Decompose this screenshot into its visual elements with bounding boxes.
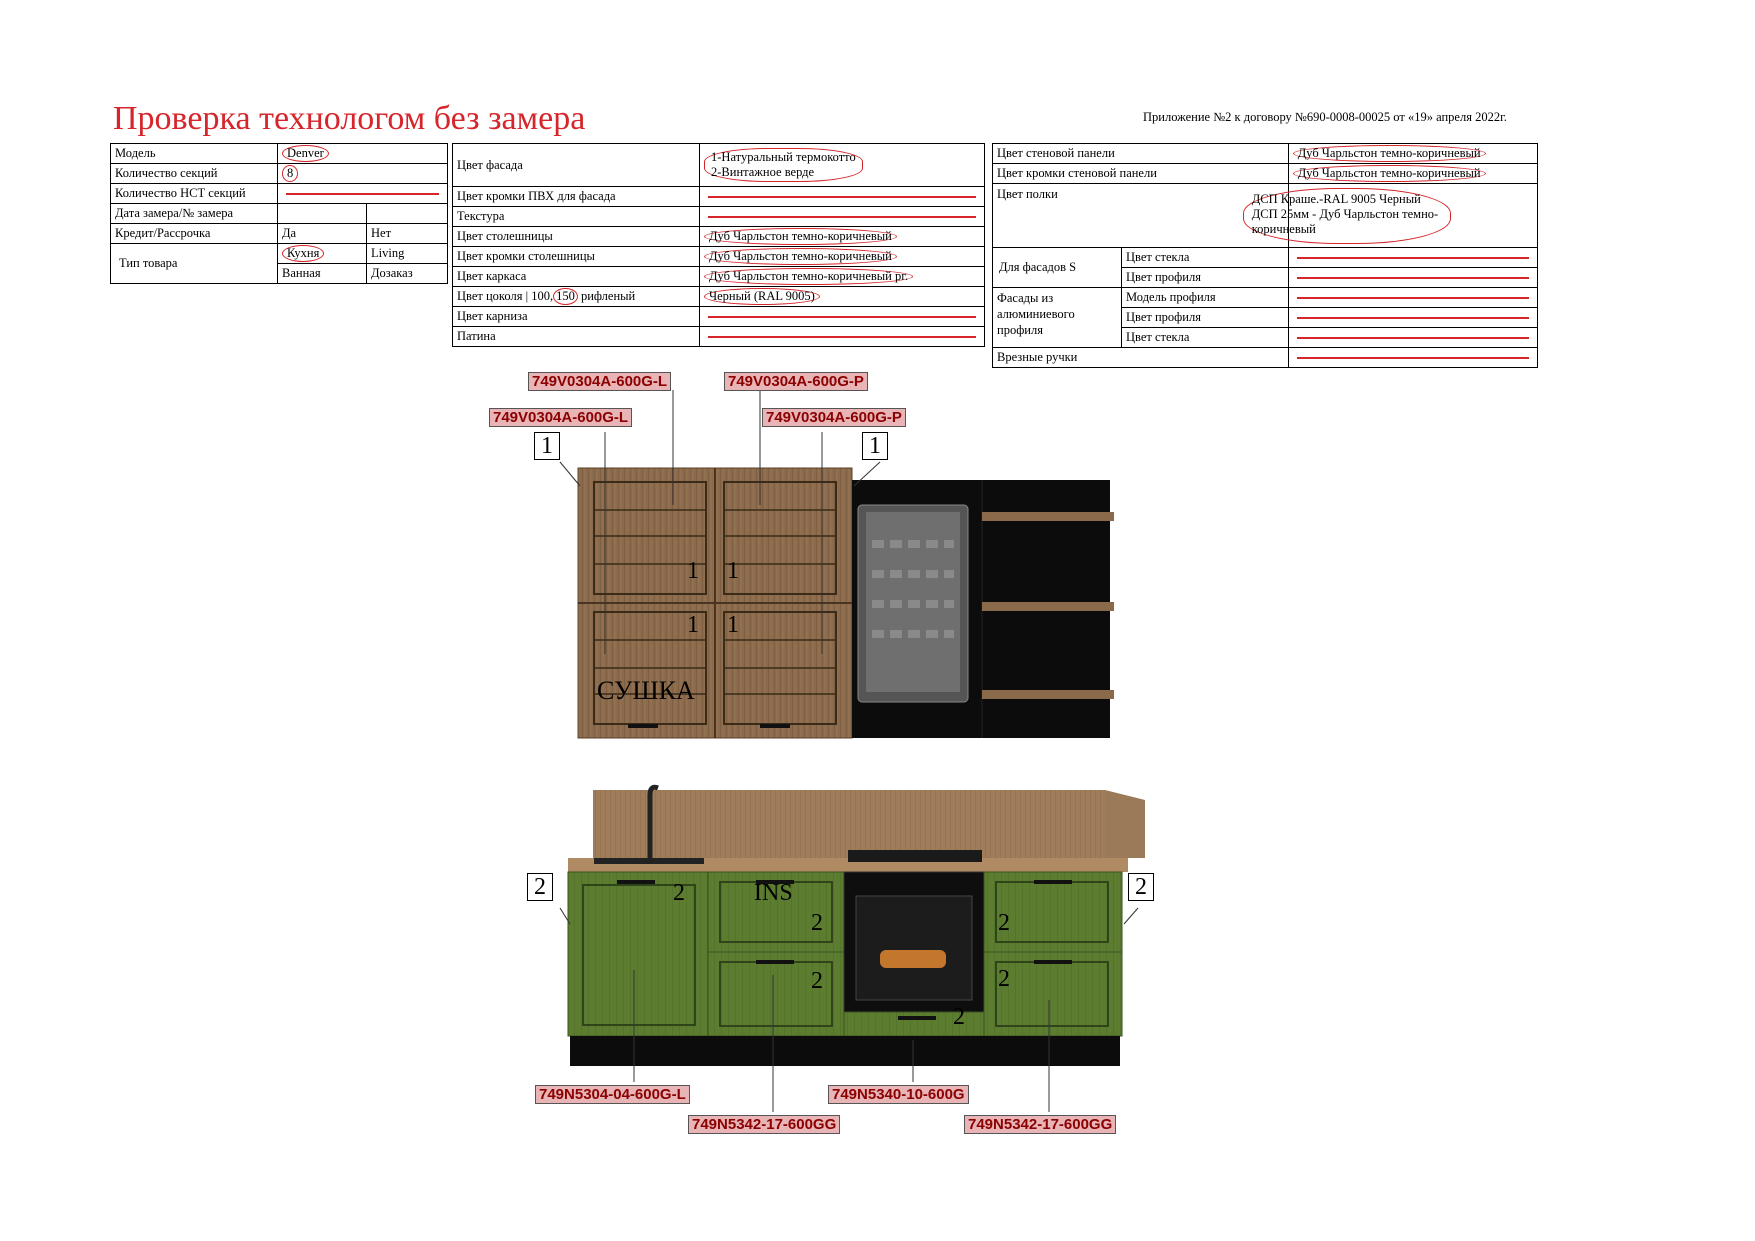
lower-code-3: 749N5340-10-600G [828,1085,969,1104]
lower-box-right: 2 [1128,873,1154,901]
carcass-label: Цвет каркаса [453,267,700,287]
upper-box-right: 1 [862,432,888,460]
upper-code-1: 749V0304A-600G-L [528,372,671,391]
facade-color-label: Цвет фасада [453,144,700,187]
wall-panel-value: Дуб Чарльстон темно-коричневый [1293,145,1486,162]
profile-color-label-2: Цвет профиля [1122,308,1289,328]
lower-num-4: 2 [953,1004,965,1030]
date-label: Дата замера/№ замера [111,204,278,224]
upper-num-2: 1 [727,558,739,584]
glass-color-label-2: Цвет стекла [1122,328,1289,348]
upper-num-3: 1 [687,612,699,638]
lower-num-5: 2 [998,910,1010,936]
credit-label: Кредит/Рассрочка [111,224,278,244]
worktop-value: Дуб Чарльстон темно-коричневый [704,228,897,245]
handles-label: Врезные ручки [993,348,1289,368]
lower-num-1: 2 [673,880,685,906]
upper-code-3: 749V0304A-600G-L [489,408,632,427]
type-kitchen: Кухня [282,245,324,262]
plinth-label: Цвет цоколя | 100, 150 рифленый [453,287,700,307]
contract-appendix: Приложение №2 к договору №690-0008-00025 от «19» апреля 2022г. [1143,110,1507,124]
type-bath: Ванная [278,264,367,284]
lower-cabinets [568,787,1145,1066]
lower-code-1: 749N5304-04-600G-L [535,1085,690,1104]
credit-no: Нет [367,224,448,244]
lower-num-2: 2 [811,910,823,936]
type-label: Тип товара [111,244,278,284]
facade-color-2: 2-Винтажное верде [711,165,815,179]
glass-color-label: Цвет стекла [1122,248,1289,268]
upper-num-1: 1 [687,558,699,584]
profile-model-label: Модель профиля [1122,288,1289,308]
type-extra: Дозаказ [367,264,448,284]
type-living: Living [367,244,448,264]
model-label: Модель [111,144,278,164]
s-facades-label: Для фасадов S [993,248,1122,288]
lower-num-3: 2 [811,968,823,994]
worktop-edge-value: Дуб Чарльстон темно-коричневый [704,248,897,265]
worktop-label: Цвет столешницы [453,227,700,247]
nst-label: Количество НСТ секций [111,184,278,204]
sections-label: Количество секций [111,164,278,184]
pvc-edge-label: Цвет кромки ПВХ для фасада [453,187,700,207]
lower-box-left: 2 [527,873,553,901]
model-value: Denver [282,145,329,162]
plinth-value: Черный (RAL 9005) [704,288,820,305]
facade-color-1: 1-Натуральный термокотто [711,150,856,164]
shelf-value-2: ДСП 25мм - Дуб Чарльстон темно- [1251,206,1439,221]
lower-code-4: 749N5342-17-600GG [964,1115,1116,1134]
wall-panel-edge-value: Дуб Чарльстон темно-коричневый [1293,165,1486,182]
patina-label: Патина [453,327,700,347]
carcass-value: Дуб Чарльстон темно-коричневый рг. [704,268,913,285]
upper-num-4: 1 [727,612,739,638]
lower-num-6: 2 [998,966,1010,992]
upper-box-left: 1 [534,432,560,460]
page-title: Проверка технологом без замера [113,100,586,137]
sections-value: 8 [282,165,298,182]
shelf-label: Цвет полки [993,184,1289,248]
alu-facades-label: Фасады из алюминиевого профиля [993,288,1122,348]
upper-code-4: 749V0304A-600G-P [762,408,906,427]
shelf-value-1: ДСП Краше.-RAL 9005 Черный [1251,191,1421,206]
texture-label: Текстура [453,207,700,227]
dryer-label: СУШКА [597,676,695,705]
lower-code-2: 749N5342-17-600GG [688,1115,840,1134]
profile-color-label: Цвет профиля [1122,268,1289,288]
wall-panel-edge-label: Цвет кромки стеновой панели [993,164,1289,184]
upper-code-2: 749V0304A-600G-P [724,372,868,391]
credit-yes: Да [278,224,367,244]
wall-panel-label: Цвет стеновой панели [993,144,1289,164]
shelf-value-3: коричневый [1251,221,1316,236]
cornice-label: Цвет карниза [453,307,700,327]
plinth-height-circled: 150 [553,288,578,305]
ins-label: INS [754,880,793,906]
worktop-edge-label: Цвет кромки столешницы [453,247,700,267]
